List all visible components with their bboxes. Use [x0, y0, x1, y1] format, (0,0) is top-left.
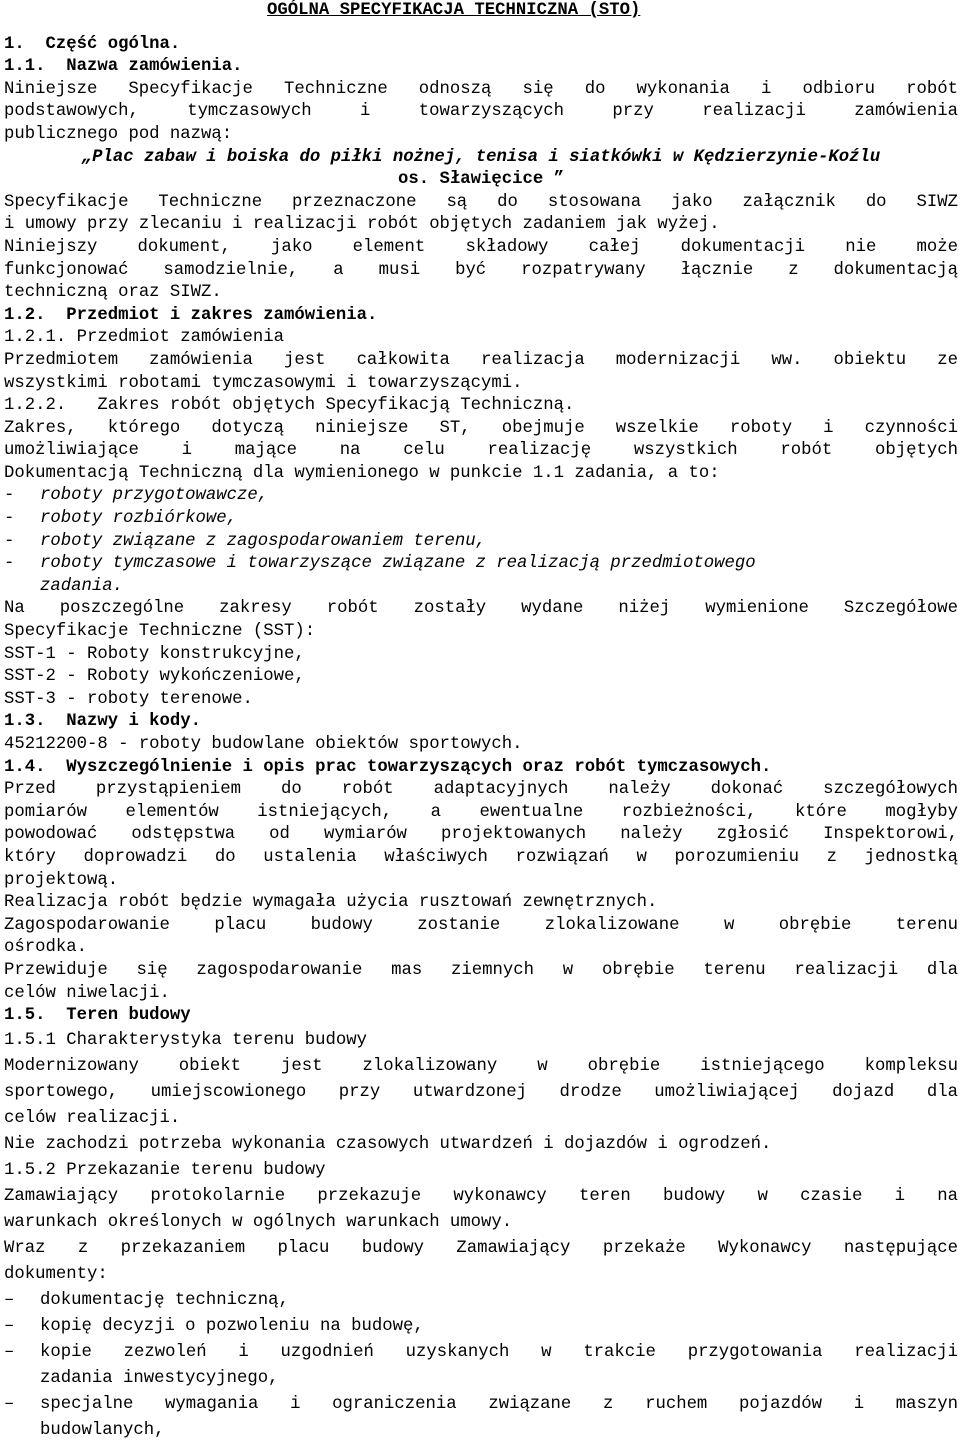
bullet-dash: - — [4, 531, 15, 551]
paragraph-line: Niniejszy dokument, jako element składowy całej dokumentacji nie może — [4, 237, 958, 257]
paragraph-line: Specyfikacje Techniczne przeznaczone są do stosowana jako załącznik do SIWZ — [4, 192, 958, 212]
paragraph-line: wszystkimi robotami tymczasowymi i towarzyszącymi. — [4, 373, 523, 393]
paragraph-line: Niniejsze Specyfikacje Techniczne odnoszą się do wykonania i odbioru robót — [4, 79, 958, 99]
paragraph-line: warunkach określonych w ogólnych warunkach umowy. — [4, 1212, 513, 1232]
paragraph-line: celów realizacji. — [4, 1108, 181, 1128]
section-1-4-heading: 1.4. Wyszczególnienie i opis prac towarzyszących oraz robót tymczasowych. — [4, 757, 772, 777]
bullet-dash: - — [4, 509, 15, 529]
list-item-continuation: budowlanych, — [40, 1420, 165, 1440]
paragraph-line: umożliwiające i mające na celu realizację wszystkich robót objętych — [4, 441, 958, 461]
paragraph-line: Przed przystąpieniem do robót adaptacyjnych należy dokonać szczegółowych — [4, 780, 958, 800]
paragraph-line: sportowego, umiejscowionego przy utwardzonej drodze umożliwiającej dojazd dla — [4, 1082, 958, 1102]
cpv-code: 45212200-8 - roboty budowlane obiektów sportowych. — [4, 735, 523, 754]
paragraph-line: projektową. — [4, 870, 119, 890]
paragraph-line: Nie zachodzi potrzeba wykonania czasowych utwardzeń i dojazdów i ogrodzeń. — [4, 1134, 772, 1154]
list-item: – kopie zezwoleń i uzgodnień uzyskanych w trakcie przygotowania realizacji — [4, 1340, 958, 1366]
document-page — [4, 0, 958, 1444]
paragraph-line: Dokumentacją Techniczną dla wymienionego w punkcie 1.1 zadania, a to: — [4, 463, 720, 483]
section-1-5-1-heading: 1.5.1 Charakterystyka terenu budowy — [4, 1030, 367, 1050]
bullet-dash: – — [4, 1290, 15, 1310]
section-1-3-heading: 1.3. Nazwy i kody. — [4, 712, 202, 732]
section-1-heading: 1. Część ogólna. — [4, 34, 181, 54]
paragraph-line: funkcjonować samodzielnie, a musi być rozpatrywany łącznie z dokumentacją — [4, 260, 958, 280]
sst-item: SST-3 - roboty terenowe. — [4, 689, 253, 709]
paragraph-line: Na poszczególne zakresy robót zostały wydane niżej wymienione Szczegółowe — [4, 599, 958, 619]
document-title: OGÓLNA SPECYFIKACJA TECHNICZNA (STO) — [267, 1, 641, 20]
list-item: - roboty rozbiórkowe, — [4, 508, 958, 531]
paragraph-line: który doprowadzi do ustalenia właściwych rozwiązań w porozumieniu z jednostką — [4, 847, 958, 867]
section-1-2-1-heading: 1.2.1. Przedmiot zamówienia — [4, 328, 285, 348]
paragraph-line: pomiarów elementów istniejących, a ewentualne rozbieżności, które mogłyby — [4, 802, 958, 822]
section-1-5-2-heading: 1.5.2 Przekazanie terenu budowy — [4, 1160, 326, 1180]
paragraph-line: Modernizowany obiekt jest zlokalizowany w obrębie istniejącego kompleksu — [4, 1056, 958, 1076]
project-name-line-1: „Plac zabaw i boiska do piłki nożnej, tenisa i siatkówki w Kędzierzynie-Koźlu — [81, 147, 881, 167]
list-item-continuation: zadania inwestycyjnego, — [40, 1368, 279, 1388]
paragraph-line: powodować odstępstwa od wymiarów projektowanych należy zgłosić Inspektorowi, — [4, 825, 958, 845]
paragraph-line: Zakres, którego dotyczą niniejsze ST, obejmuje wszelkie roboty i czynności — [4, 418, 958, 438]
sst-item: SST-2 - Roboty wykończeniowe, — [4, 667, 305, 687]
paragraph-line: podstawowych, tymczasowych i towarzyszących przy realizacji zamówienia — [4, 102, 958, 122]
section-1-5-heading: 1.5. Teren budowy — [4, 1006, 191, 1026]
paragraph-line: Specyfikacje Techniczne (SST): — [4, 622, 316, 642]
bullet-dash: – — [4, 1342, 15, 1362]
list-item: – kopię decyzji o pozwoleniu na budowę, — [4, 1314, 958, 1340]
section-1-2-2-heading: 1.2.2. Zakres robót objętych Specyfikacją Techniczną. — [4, 396, 575, 416]
list-item: - roboty przygotowawcze, — [4, 485, 958, 508]
bullet-dash: – — [4, 1394, 15, 1414]
paragraph-line: celów niwelacji. — [4, 983, 170, 1003]
paragraph-line: dokumenty: — [4, 1264, 108, 1284]
list-item: - roboty związane z zagospodarowaniem terenu, — [4, 531, 958, 554]
paragraph-line: Zamawiający protokolarnie przekazuje wykonawcy teren budowy w czasie i na — [4, 1186, 958, 1206]
paragraph-line: Wraz z przekazaniem placu budowy Zamawiający przekaże Wykonawcy następujące — [4, 1238, 958, 1258]
paragraph-line: i umowy przy zlecaniu i realizacji robót objętych zadaniem jak wyżej. — [4, 215, 720, 235]
project-name-line-2: os. Sławięcice ” — [398, 170, 564, 190]
bullet-dash: - — [4, 554, 15, 574]
paragraph-line: techniczną oraz SIWZ. — [4, 283, 222, 303]
section-1-2-heading: 1.2. Przedmiot i zakres zamówienia. — [4, 305, 378, 325]
list-item-continuation: zadania. — [40, 576, 123, 596]
bullet-dash: - — [4, 486, 15, 506]
list-item: – dokumentację techniczną, — [4, 1288, 958, 1314]
paragraph-line: Przedmiotem zamówienia jest całkowita realizacja modernizacji ww. obiektu ze — [4, 350, 958, 370]
list-item: - roboty tymczasowe i towarzyszące związane z realizacją przedmiotowego — [4, 553, 958, 576]
spacer — [4, 23, 958, 34]
sst-item: SST-1 - Roboty konstrukcyjne, — [4, 644, 305, 664]
paragraph-line: Realizacja robót będzie wymagała użycia rusztowań zewnętrznych. — [4, 893, 658, 913]
paragraph-line: ośrodka. — [4, 938, 87, 958]
bullet-dash: – — [4, 1316, 15, 1336]
section-1-1-heading: 1.1. Nazwa zamówienia. — [4, 57, 243, 77]
paragraph-line: Przewiduje się zagospodarowanie mas ziemnych w obrębie terenu realizacji dla — [4, 960, 958, 980]
list-item: – specjalne wymagania i ograniczenia związane z ruchem pojazdów i maszyn — [4, 1392, 958, 1418]
paragraph-line: Zagospodarowanie placu budowy zostanie zlokalizowane w obrębie terenu — [4, 915, 958, 935]
paragraph-line: publicznego pod nazwą: — [4, 124, 233, 144]
